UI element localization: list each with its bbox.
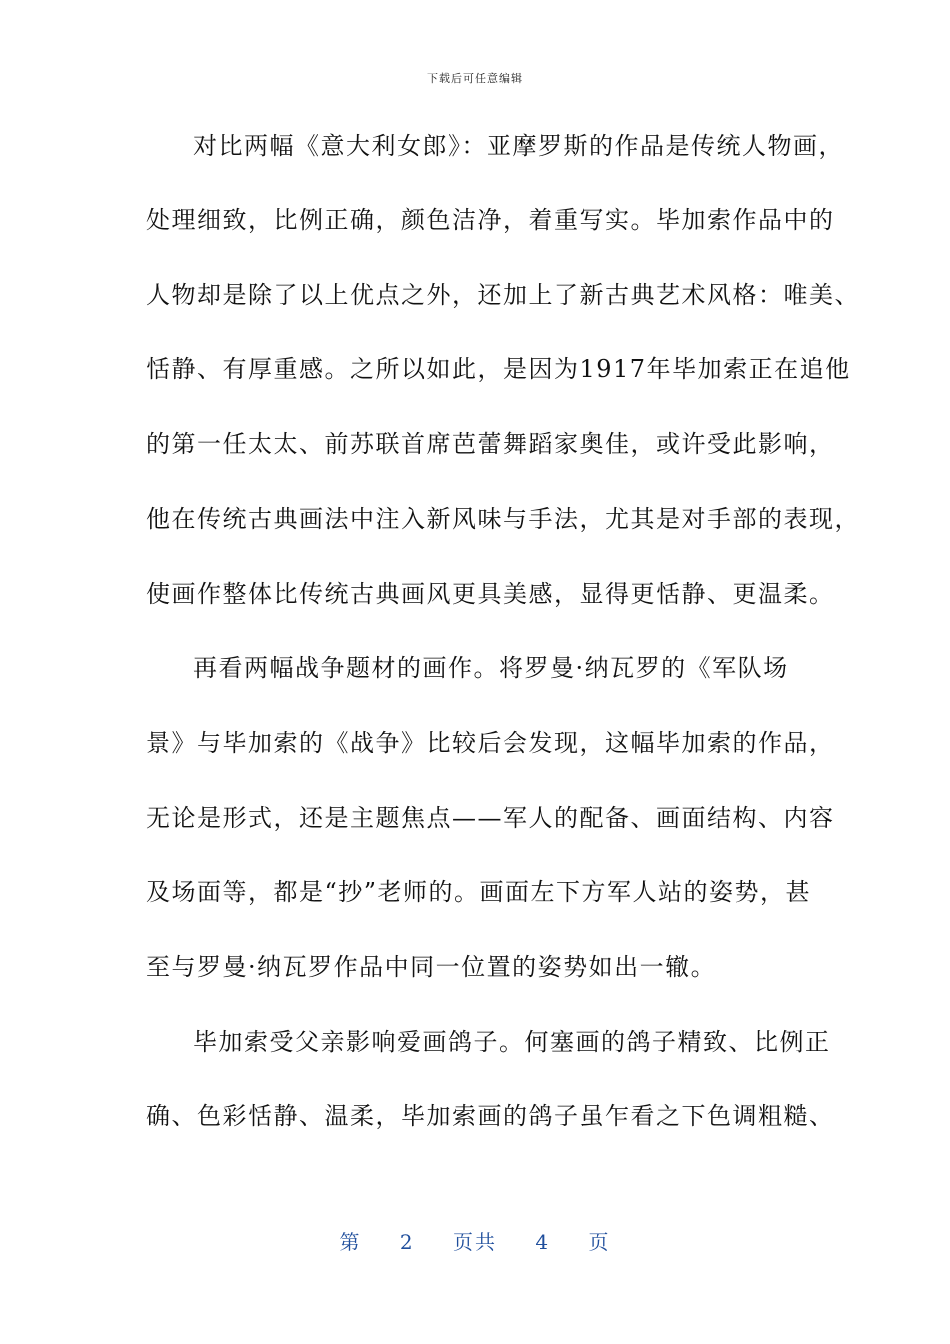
paragraph-line: 确、色彩恬静、温柔，毕加索画的鸽子虽乍看之下色调粗糙、 (146, 1102, 835, 1130)
paragraph-line: 他在传统古典画法中注入新风味与手法，尤其是对手部的表现， (146, 505, 860, 533)
header-note: 下载后可任意编辑 (427, 72, 523, 85)
paragraph-line: 毕加索受父亲影响爱画鸽子。何塞画的鸽子精致、比例正 (193, 1028, 831, 1056)
paragraph-line: 恬静、有厚重感。之所以如此，是因为1917年毕加索正在追他 (146, 355, 851, 383)
paragraph-line: 处理细致，比例正确，颜色洁净，着重写实。毕加索作品中的 (146, 206, 835, 234)
paragraph-line: 使画作整体比传统古典画风更具美感，显得更恬静、更温柔。 (146, 580, 835, 608)
paragraph-line: 对比两幅《意大利女郎》：亚摩罗斯的作品是传统人物画， (193, 132, 844, 160)
page-label-mid: 页共 (453, 1230, 497, 1254)
paragraph-line: 至与罗曼·纳瓦罗作品中同一位置的姿势如出一辙。 (146, 953, 717, 981)
paragraph-line: 再看两幅战争题材的画作。将罗曼·纳瓦罗的《军队场 (193, 654, 789, 682)
current-page-number: 2 (399, 1230, 415, 1254)
page-number-footer (0, 1226, 950, 1255)
paragraph-line: 无论是形式，还是主题焦点——军人的配备、画面结构、内容 (146, 804, 835, 832)
paragraph-line: 的第一任太太、前苏联首席芭蕾舞蹈家奥佳，或许受此影响， (146, 430, 835, 458)
paragraph-line: 景》与毕加索的《战争》比较后会发现，这幅毕加索的作品， (146, 729, 835, 757)
page-label-prefix: 第 (339, 1230, 362, 1254)
paragraph-line: 人物却是除了以上优点之外，还加上了新古典艺术风格：唯美、 (146, 281, 860, 309)
paragraph-line: 及场面等，都是“抄”老师的。画面左下方军人站的姿势，甚 (146, 878, 812, 906)
page-label-suffix: 页 (588, 1230, 611, 1254)
total-pages-number: 4 (535, 1230, 551, 1254)
